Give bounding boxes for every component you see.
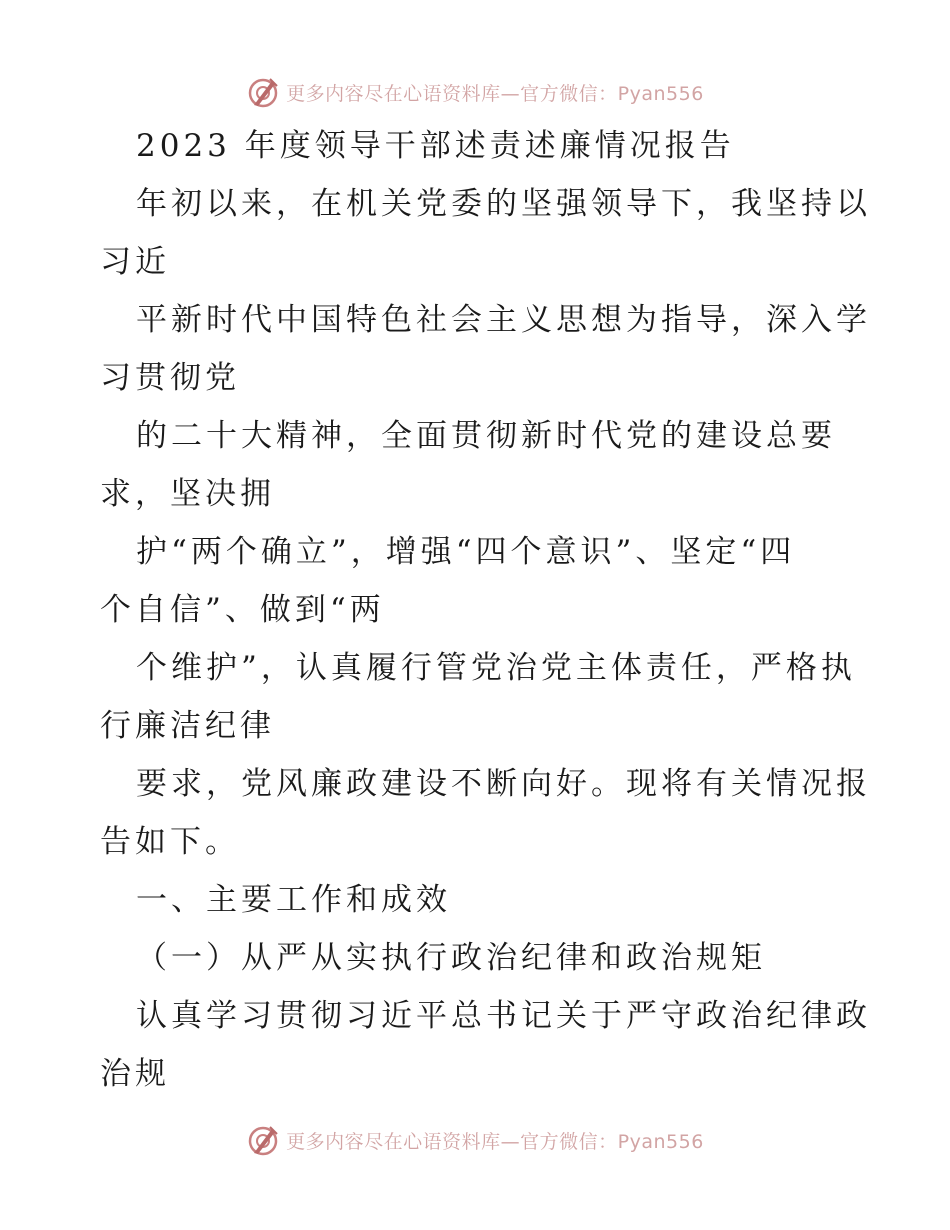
body-text-line: 个自信”、做到“两 [100, 592, 385, 628]
quill-logo-icon [246, 1123, 280, 1157]
quill-logo-icon [246, 75, 280, 109]
body-text-line: （一）从严从实执行政治纪律和政治规矩 [136, 940, 766, 976]
header-watermark [0, 72, 950, 112]
footer-watermark [0, 1120, 950, 1160]
body-text-line: 年初以来，在机关党委的坚强领导下，我坚持以 [136, 186, 871, 222]
report-body [100, 124, 871, 1110]
body-text-line: 护“两个确立”，增强“四个意识”、坚定“四 [136, 534, 796, 570]
body-text-line: 平新时代中国特色社会主义思想为指导，深入学 [136, 302, 871, 338]
body-text-line: 行廉洁纪律 [100, 708, 275, 744]
body-text-line: 告如下。 [100, 824, 240, 860]
body-text-line: 习近 [100, 244, 170, 280]
body-text-line: 要求，党风廉政建设不断向好。现将有关情况报 [136, 766, 871, 802]
body-text-line: 习贯彻党 [100, 360, 240, 396]
report-title: 2023 年度领导干部述责述廉情况报告 [136, 128, 735, 164]
body-text-line: 个维护”，认真履行管党治党主体责任，严格执 [136, 650, 856, 686]
watermark-text: 更多内容尽在心语资料库—官方微信：Pyan556 [286, 82, 704, 105]
body-text-line: 的二十大精神，全面贯彻新时代党的建设总要 [136, 418, 836, 454]
body-text-line: 认真学习贯彻习近平总书记关于严守政治纪律政 [136, 998, 871, 1034]
watermark-text: 更多内容尽在心语资料库—官方微信：Pyan556 [286, 1130, 704, 1153]
body-text-line: 治规 [100, 1056, 170, 1092]
body-text-line: 一、主要工作和成效 [136, 882, 451, 918]
body-text-line: 求，坚决拥 [100, 476, 275, 512]
